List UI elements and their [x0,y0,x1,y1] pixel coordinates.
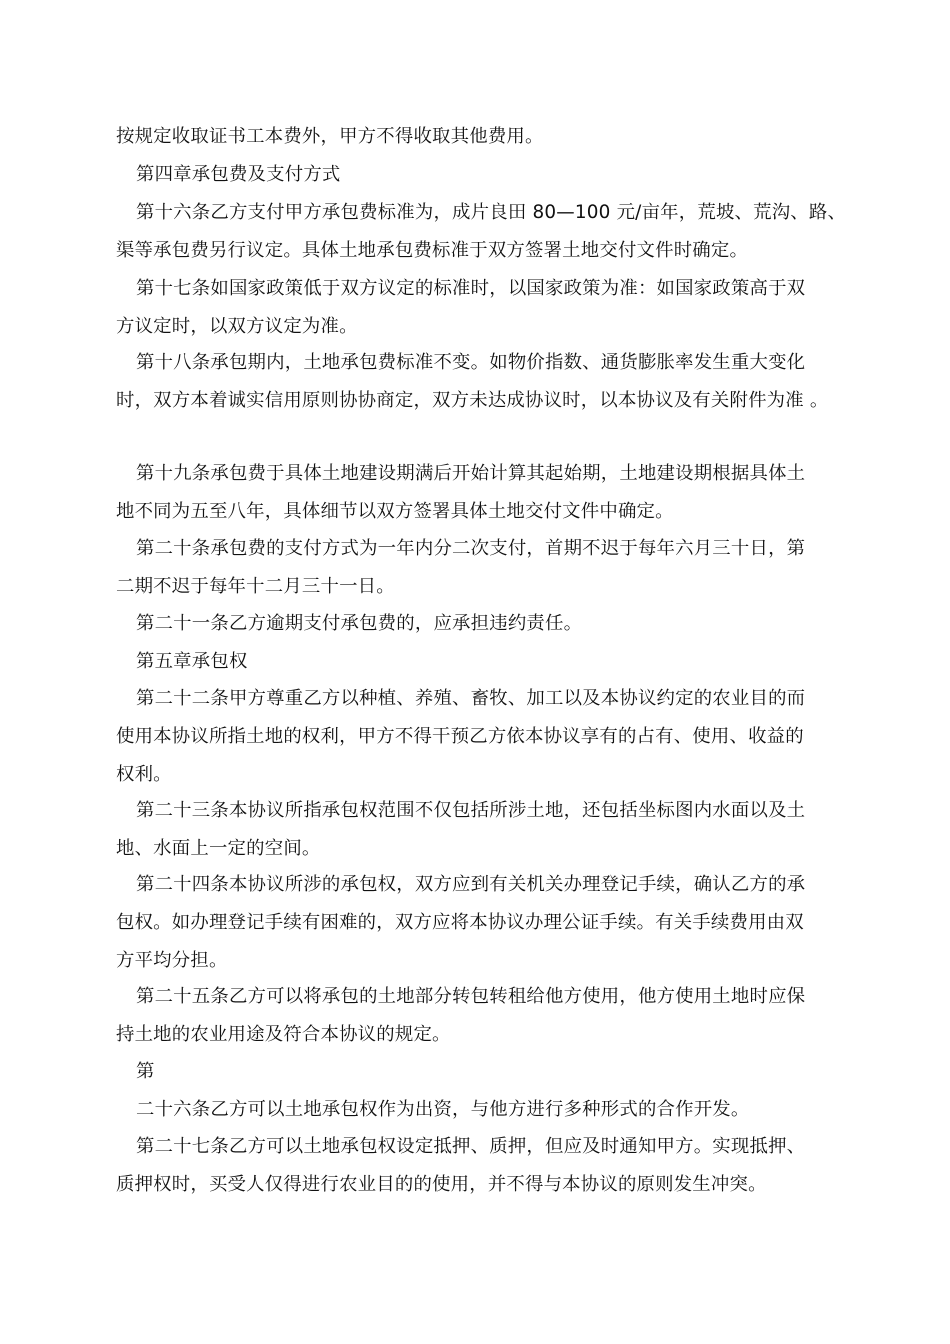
article-26-prefix [116,1053,858,1091]
text-line: 第十九条承包费于具体土地建设期满后开始计算其起始期，土地建设期根据具体土 [136,463,806,484]
article-24 [116,866,838,980]
text-line: 第十六条乙方支付甲方承包费标准为，成片良田 80—100 元/亩年，荒坡、荒沟、路、 [136,202,847,223]
text-line: 第二十五条乙方可以将承包的土地部分转包转租给他方使用，他方使用土地时应保 [136,986,806,1007]
article-19 [116,455,838,531]
text-line: 渠等承包费另行议定。具体土地承包费标准于双方签署土地交付文件时确定。 [116,240,749,261]
text-line: 按规定收取证书工本费外，甲方不得收取其他费用。 [116,126,544,147]
text-line: 质押权时，买受人仅得进行农业目的的使用，并不得与本协议的原则发生冲突。 [116,1174,767,1195]
text-line: 第二十条承包费的支付方式为一年内分二次支付，首期不迟于每年六月三十日，第 [136,538,806,559]
text-line: 第四章承包费及支付方式 [136,164,341,185]
text-line: 第二十一条乙方逾期支付承包费的，应承担违约责任。 [136,613,583,634]
text-line: 使用本协议所指土地的权利，甲方不得干预乙方依本协议享有的占有、使用、收益的 [116,726,804,747]
text-line: 第二十二条甲方尊重乙方以种植、养殖、畜牧、加工以及本协议约定的农业目的而 [136,688,806,709]
article-23 [116,792,838,868]
text-line: 二十六条乙方可以土地承包权作为出资，与他方进行多种形式的合作开发。 [136,1099,750,1120]
text-line: 第十七条如国家政策低于双方议定的标准时，以国家政策为准：如国家政策高于双 [136,278,806,299]
text-line: 地、水面上一定的空间。 [116,838,321,859]
text-line: 第十八条承包期内，土地承包费标准不变。如物价指数、通货膨胀率发生重大变化 [136,352,806,373]
article-17 [116,270,838,346]
article-22 [116,680,838,794]
article-26 [116,1091,858,1129]
paragraph-fee-exception [116,118,838,156]
chapter-heading-5 [116,643,858,681]
text-line: 第二十七条乙方可以土地承包权设定抵押、质押，但应及时通知甲方。实现抵押、 [136,1136,806,1157]
text-line: 第二十四条本协议所涉的承包权，双方应到有关机关办理登记手续，确认乙方的承 [136,874,806,895]
text-line: 包权。如办理登记手续有困难的，双方应将本协议办理公证手续。有关手续费用由双 [116,912,804,933]
text-line: 第五章承包权 [136,651,248,672]
article-16 [116,194,847,270]
text-line: 第 [136,1061,155,1082]
text-line: 持土地的农业用途及符合本协议的规定。 [116,1024,451,1045]
text-line: 方议定时，以双方议定为准。 [116,316,358,337]
text-line: 二期不迟于每年十二月三十一日。 [116,576,395,597]
text-line: 时，双方本着诚实信用原则协协商定，双方未达成协议时，以本协议及有关附件为准 。 [116,390,829,411]
text-line: 地不同为五至八年，具体细节以双方签署具体土地交付文件中确定。 [116,501,674,522]
text-line: 第二十三条本协议所指承包权范围不仅包括所涉土地，还包括坐标图内水面以及土 [136,800,806,821]
article-20 [116,530,838,606]
document-page [116,0,847,1344]
chapter-heading-4 [116,156,858,194]
text-line: 权利。 [116,764,172,785]
text-line: 方平均分担。 [116,950,228,971]
article-27 [116,1128,838,1204]
article-18 [116,344,838,420]
article-21 [116,605,858,643]
article-25 [116,978,838,1054]
